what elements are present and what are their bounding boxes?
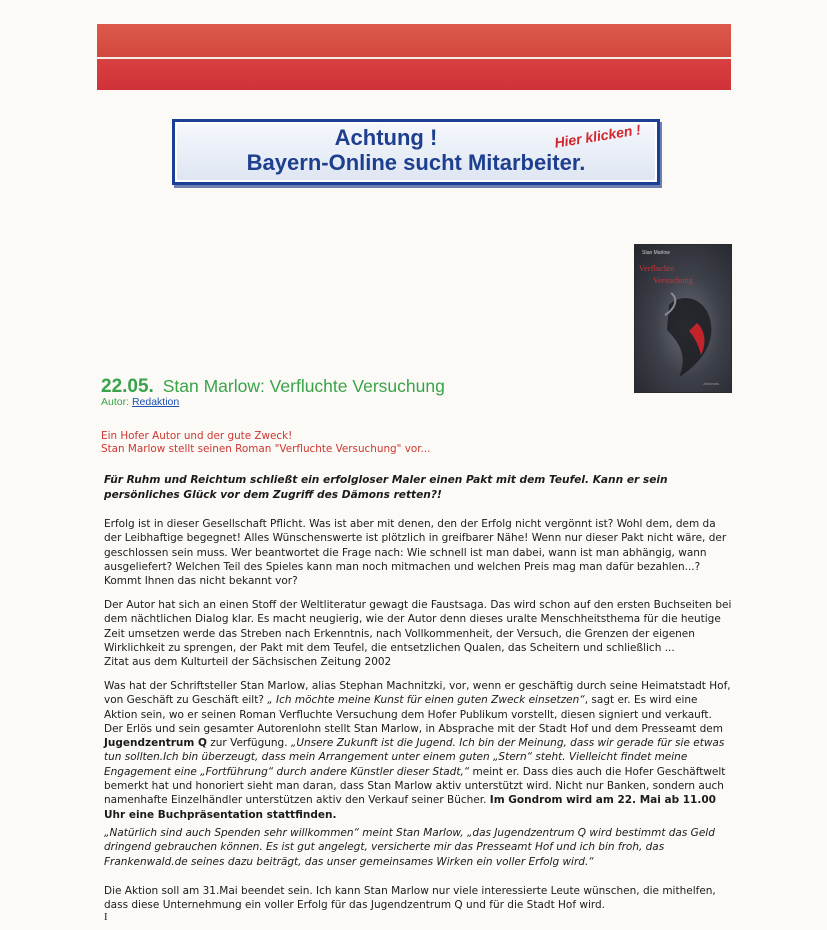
header-bar	[97, 24, 731, 90]
paragraph-line: Die Aktion soll am 31.Mai beendet sein. Ich kann Stan Marlow nur viele interessierte Leute wünschen, die mithelfen,	[104, 885, 716, 897]
paragraph-4	[104, 826, 729, 869]
paragraph-line: Kommt Ihnen das nicht bekannt vor?	[104, 575, 298, 588]
paragraph-line	[104, 793, 729, 807]
cover-author: Stan Marlow	[642, 250, 670, 256]
paragraph-line: der Leibhaftige begegnet! Alles Wünschenswerte ist plötzlich in greifbarer Nähe! Wenn nur dieser Pakt nicht wäre, der	[104, 532, 727, 545]
cover-title-line1: Verfluchte	[639, 264, 675, 273]
cover-title-line2: Versuchung	[653, 276, 693, 285]
paragraph-line: dem nächtlichen Dialog klar. Es macht neugierig, wie der Autor denn dieses uralte Menschheitsthema für die heutige	[104, 613, 721, 626]
banner-headline: Achtung !	[334, 125, 438, 150]
author-label: Autor:	[101, 396, 130, 408]
paragraph-line: „Natürlich sind auch Spenden sehr willkommen“ meint Stan Marlow, „das Jugendzentrum Q wird bestimmt das Geld	[104, 827, 715, 839]
paragraph-2	[104, 598, 732, 669]
paragraph-3	[104, 679, 729, 822]
job-banner[interactable]	[172, 119, 660, 185]
text-run: , sagt er. Es wird eine	[584, 694, 698, 707]
paragraph-line: Was hat der Schriftsteller Stan Marlow, alias Stephan Machnitzki, vor, wenn er geschäftig durch seine Heimatstadt Hof,	[104, 680, 731, 692]
paragraph-line	[104, 765, 729, 779]
bold-run: Im Gondrom wird am 22. Mai ab 11.00	[489, 794, 716, 807]
teaser-line: Ein Hofer Autor und der gute Zweck!	[101, 430, 293, 442]
quote-run: „Unsere Zukunft ist die Jugend. Ich bin der Meinung, dass wir gerade für sie etwas	[290, 737, 725, 750]
author-link[interactable]: Redaktion	[131, 396, 180, 408]
paragraph-line: ausgeliefert? Welchen Teil des Spieles kann man noch mitmachen und welchen Preis mag man dafür bezahlen...?	[104, 560, 701, 573]
paragraph-line: Zitat aus dem Kulturteil der Sächsischen Zeitung 2002	[104, 656, 392, 669]
text-run: von Geschäft zu Geschäft eilt?	[104, 694, 268, 707]
quote-run: Engagement eine „Fortführung“ durch andere Künstler dieser Stadt,“	[104, 765, 470, 778]
paragraph-line: Der Autor hat sich an einen Stoff der Weltliteratur gewagt die Faustsaga. Das wird schon auf den ersten Buchseiten bei	[104, 599, 732, 611]
text-run: zur Verfügung.	[206, 737, 291, 750]
article-teaser	[101, 430, 430, 456]
lead-line: persönliches Glück vor dem Zugriff des Dämons retten?!	[104, 489, 442, 501]
book-cover-image	[634, 244, 732, 393]
text-run: namenhafte Einzelhändler unterstützen aktiv den Verkauf seiner Bücher.	[104, 794, 490, 807]
paragraph-line: tun sollten.Ich bin überzeugt, dass mein Arrangement unter einem guten „Stern“ steht. Vielleicht findet meine	[104, 751, 688, 764]
text-run: meint er. Dass dies auch die Hofer Geschäftwelt	[469, 765, 726, 778]
paragraph-5	[104, 884, 729, 913]
paragraph-line	[104, 736, 729, 750]
bold-run: Jugendzentrum Q	[104, 737, 207, 750]
lead-line: Für Ruhm und Reichtum schließt ein erfolgloser Maler einen Pakt mit dem Teufel. Kann er sein	[104, 474, 668, 486]
paragraph-line: Zeit umsetzen werde das Streben nach Erkenntnis, nach Vollkommenheit, der Versuch, die Grenzen der eigenen	[104, 627, 695, 640]
paragraph-line: Der Erlös und sein gesamter Autorenlohn stellt Stan Marlow, in Absprache mit der Stadt Hof und dem Presseamt dem	[104, 722, 723, 735]
article-headline: Stan Marlow: Verfluchte Versuchung	[162, 376, 445, 396]
paragraph-line: dringend gebrauchen können. Es ist gut angelegt, versicherte mir das Presseamt Hof und ich bin froh, das	[104, 841, 665, 854]
article-lead	[104, 473, 724, 503]
banner-click-label[interactable]: Hier klicken !	[553, 121, 642, 151]
trailing-mark: I	[104, 912, 108, 923]
quote-run: „ Ich möchte meine Kunst für einen guten Zweck einsetzen“	[267, 694, 585, 707]
article-date: 22.05.	[101, 376, 154, 397]
paragraph-1	[104, 517, 729, 588]
paragraph-line: Frankenwald.de seines dazu beiträgt, das unser gemeinsames Wirken ein voller Erfolg wird.“	[104, 855, 594, 868]
cover-illustration	[659, 285, 719, 380]
paragraph-line: dass diese Unternehmung ein voller Erfolg für das Jugendzentrum Q und für die Stadt Hof wird.	[104, 899, 606, 912]
author-line	[101, 396, 179, 409]
paragraph-line: geschlossen sein muss. Wer beantwortet die Frage nach: Wie schnell ist man dabei, wann ist man abhängig, wann	[104, 546, 707, 559]
article-title	[101, 375, 445, 398]
paragraph-line: bemerkt hat und honoriert sieht man daran, dass Stan Marlow aktiv unterstützt wird. Nicht nur Banken, sondern auch	[104, 780, 724, 793]
paragraph-line: Erfolg ist in dieser Gesellschaft Pflicht. Was ist aber mit denen, den der Erfolg nicht vergönnt ist? Wohl dem, dem da	[104, 518, 716, 530]
banner-subline: Bayern-Online sucht Mitarbeiter.	[246, 150, 586, 175]
paragraph-line: Uhr eine Buchpräsentation stattfinden.	[104, 808, 337, 821]
paragraph-line: Aktion sein, wo er seinen Roman Verfluchte Versuchung dem Hofer Publikum vorstellt, diesen signiert und verkauft.	[104, 708, 712, 721]
teaser-line: Stan Marlow stellt seinen Roman "Verfluchte Versuchung" vor...	[101, 443, 431, 455]
cover-publisher: Johannis	[702, 381, 719, 386]
cover-title	[639, 263, 729, 287]
paragraph-line: Wirklichkeit zu sprengen, der Pakt mit dem Teufel, die entsetzlichen Qualen, das Scheitern und schließlich ...	[104, 641, 675, 654]
paragraph-line	[104, 693, 729, 707]
